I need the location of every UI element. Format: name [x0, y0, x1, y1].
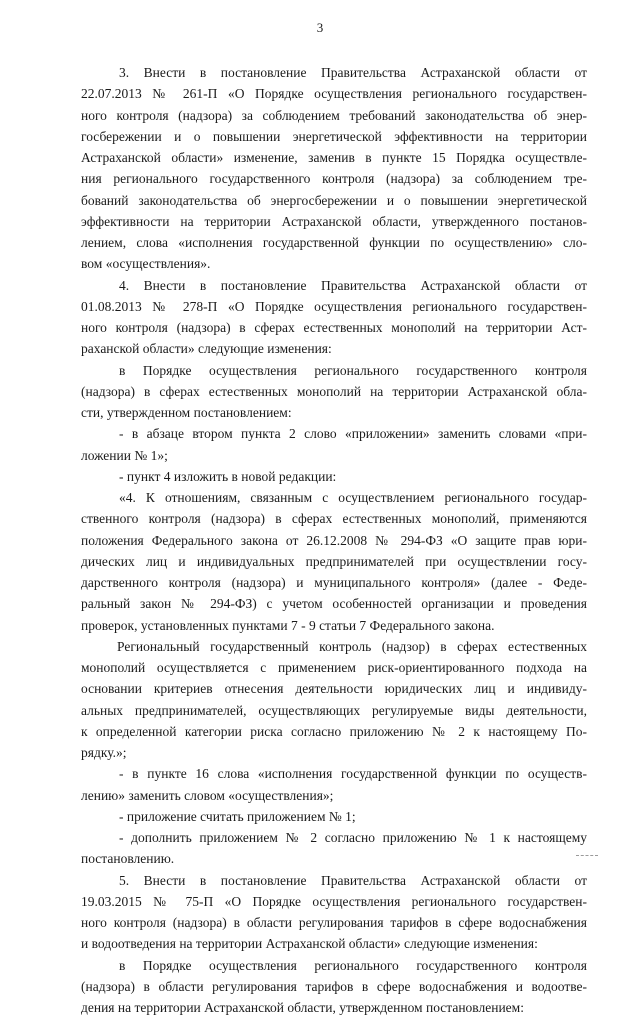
text-line: - приложение считать приложением № 1; [119, 808, 356, 824]
text-line: проверок, установленных пунктами 7 - 9 статьи 7 Федерального закона. [81, 617, 495, 633]
text-line: ния регионального государственного контроля (надзора) за соблюдением тре- [81, 171, 587, 187]
text-line: монополий осуществляется с применением риск-ориентированного подхода на [81, 660, 587, 675]
text-line: дических лиц и индивидуальных предпринимателей при осуществлении госу- [81, 553, 587, 569]
scan-dash-mark [576, 855, 598, 856]
text-line: (надзора) в сферах естественных монополий на территории Астраханской обла- [81, 383, 587, 399]
text-line: ственного контроля (надзора) в сферах естественных монополий, применяются [81, 511, 587, 527]
text-line: постановлению. [81, 851, 175, 867]
document-body [81, 62, 587, 1018]
text-line: Региональный государственный контроль (надзор) в сферах естественных [117, 638, 587, 654]
text-line: ного контроля (надзора) в области регулирования тарифов в сфере водоснабжения [81, 915, 587, 930]
text-line: сти, утвержденном постановлением: [81, 405, 292, 420]
text-line: госбережении и о повышении энергетической эффективности на территории [81, 128, 587, 144]
text-line: ного контроля (надзора) за соблюдением требований законодательства об энер- [81, 107, 587, 123]
text-line: - дополнить приложением № 2 согласно приложению № 1 к настоящему [119, 830, 587, 845]
text-line: «4. К отношениям, связанным с осуществлением регионального государ- [119, 490, 587, 505]
text-line: и водоотведения на территории Астраханской области» следующие изменения: [81, 936, 538, 952]
text-line: - пункт 4 изложить в новой редакции: [119, 468, 337, 484]
text-line: рядку.»; [81, 745, 127, 760]
text-line: 3. Внести в постановление Правительства Астраханской области от [119, 65, 587, 80]
text-line: - в пункте 16 слова «исполнения государственной функции по осуществ- [119, 766, 587, 782]
text-line: лению» заменить словом «осуществления»; [81, 787, 334, 803]
text-line: 01.08.2013 № 278-П «О Порядке осуществления регионального государствен- [81, 298, 587, 314]
text-line: бований законодательства об энергосбережении и о повышении энергетической [81, 192, 587, 208]
text-line: дарственного контроля (надзора) и муниципального контроля» (далее - Феде- [81, 575, 587, 590]
text-line: в Порядке осуществления регионального государственного контроля [119, 957, 587, 973]
text-line: 22.07.2013 № 261-П «О Порядке осуществления регионального государствен- [81, 86, 587, 102]
text-line: эффективности на территории Астраханской области, утвержденного постанов- [81, 213, 587, 229]
text-line: основании критериев отнесения деятельности юридических лиц и индивиду- [81, 681, 587, 697]
text-line: лением, слова «исполнения государственной функции по осуществлению» сло- [81, 235, 587, 250]
text-line: ральный закон № 294-ФЗ) с учетом особенностей организации и проведения [81, 596, 587, 612]
text-line: альных предпринимателей, осуществляющих регулируемые виды деятельности, [81, 702, 587, 718]
text-line: - в абзаце втором пункта 2 слово «приложении» заменить словами «при- [119, 426, 587, 442]
page-number: 3 [316, 20, 324, 35]
text-line: ного контроля (надзора) в сферах естественных монополий на территории Аст- [81, 320, 587, 335]
text-line: 5. Внести в постановление Правительства Астраханской области от [119, 872, 587, 888]
text-line: Астраханской области» изменение, заменив в пункте 15 Порядка осуществле- [81, 150, 587, 165]
text-line: вом «осуществления». [81, 256, 211, 272]
text-line: дения на территории Астраханской области, утвержденном постановлением: [81, 1000, 524, 1015]
text-line: к определенной категории риска согласно приложению № 2 к настоящему По- [81, 723, 587, 739]
text-line: в Порядке осуществления регионального государственного контроля [119, 362, 587, 378]
text-line: раханской области» следующие изменения: [81, 341, 332, 357]
text-line: (надзора) в области регулирования тарифов в сфере водоснабжения и водоотве- [81, 978, 587, 994]
text-line: 4. Внести в постановление Правительства Астраханской области от [119, 277, 587, 293]
text-line: ложении № 1»; [81, 447, 168, 463]
text-line: 19.03.2015 № 75-П «О Порядке осуществления регионального государствен- [81, 893, 587, 909]
text-line: положения Федерального закона от 26.12.2008 № 294-ФЗ «О защите прав юри- [81, 532, 587, 548]
